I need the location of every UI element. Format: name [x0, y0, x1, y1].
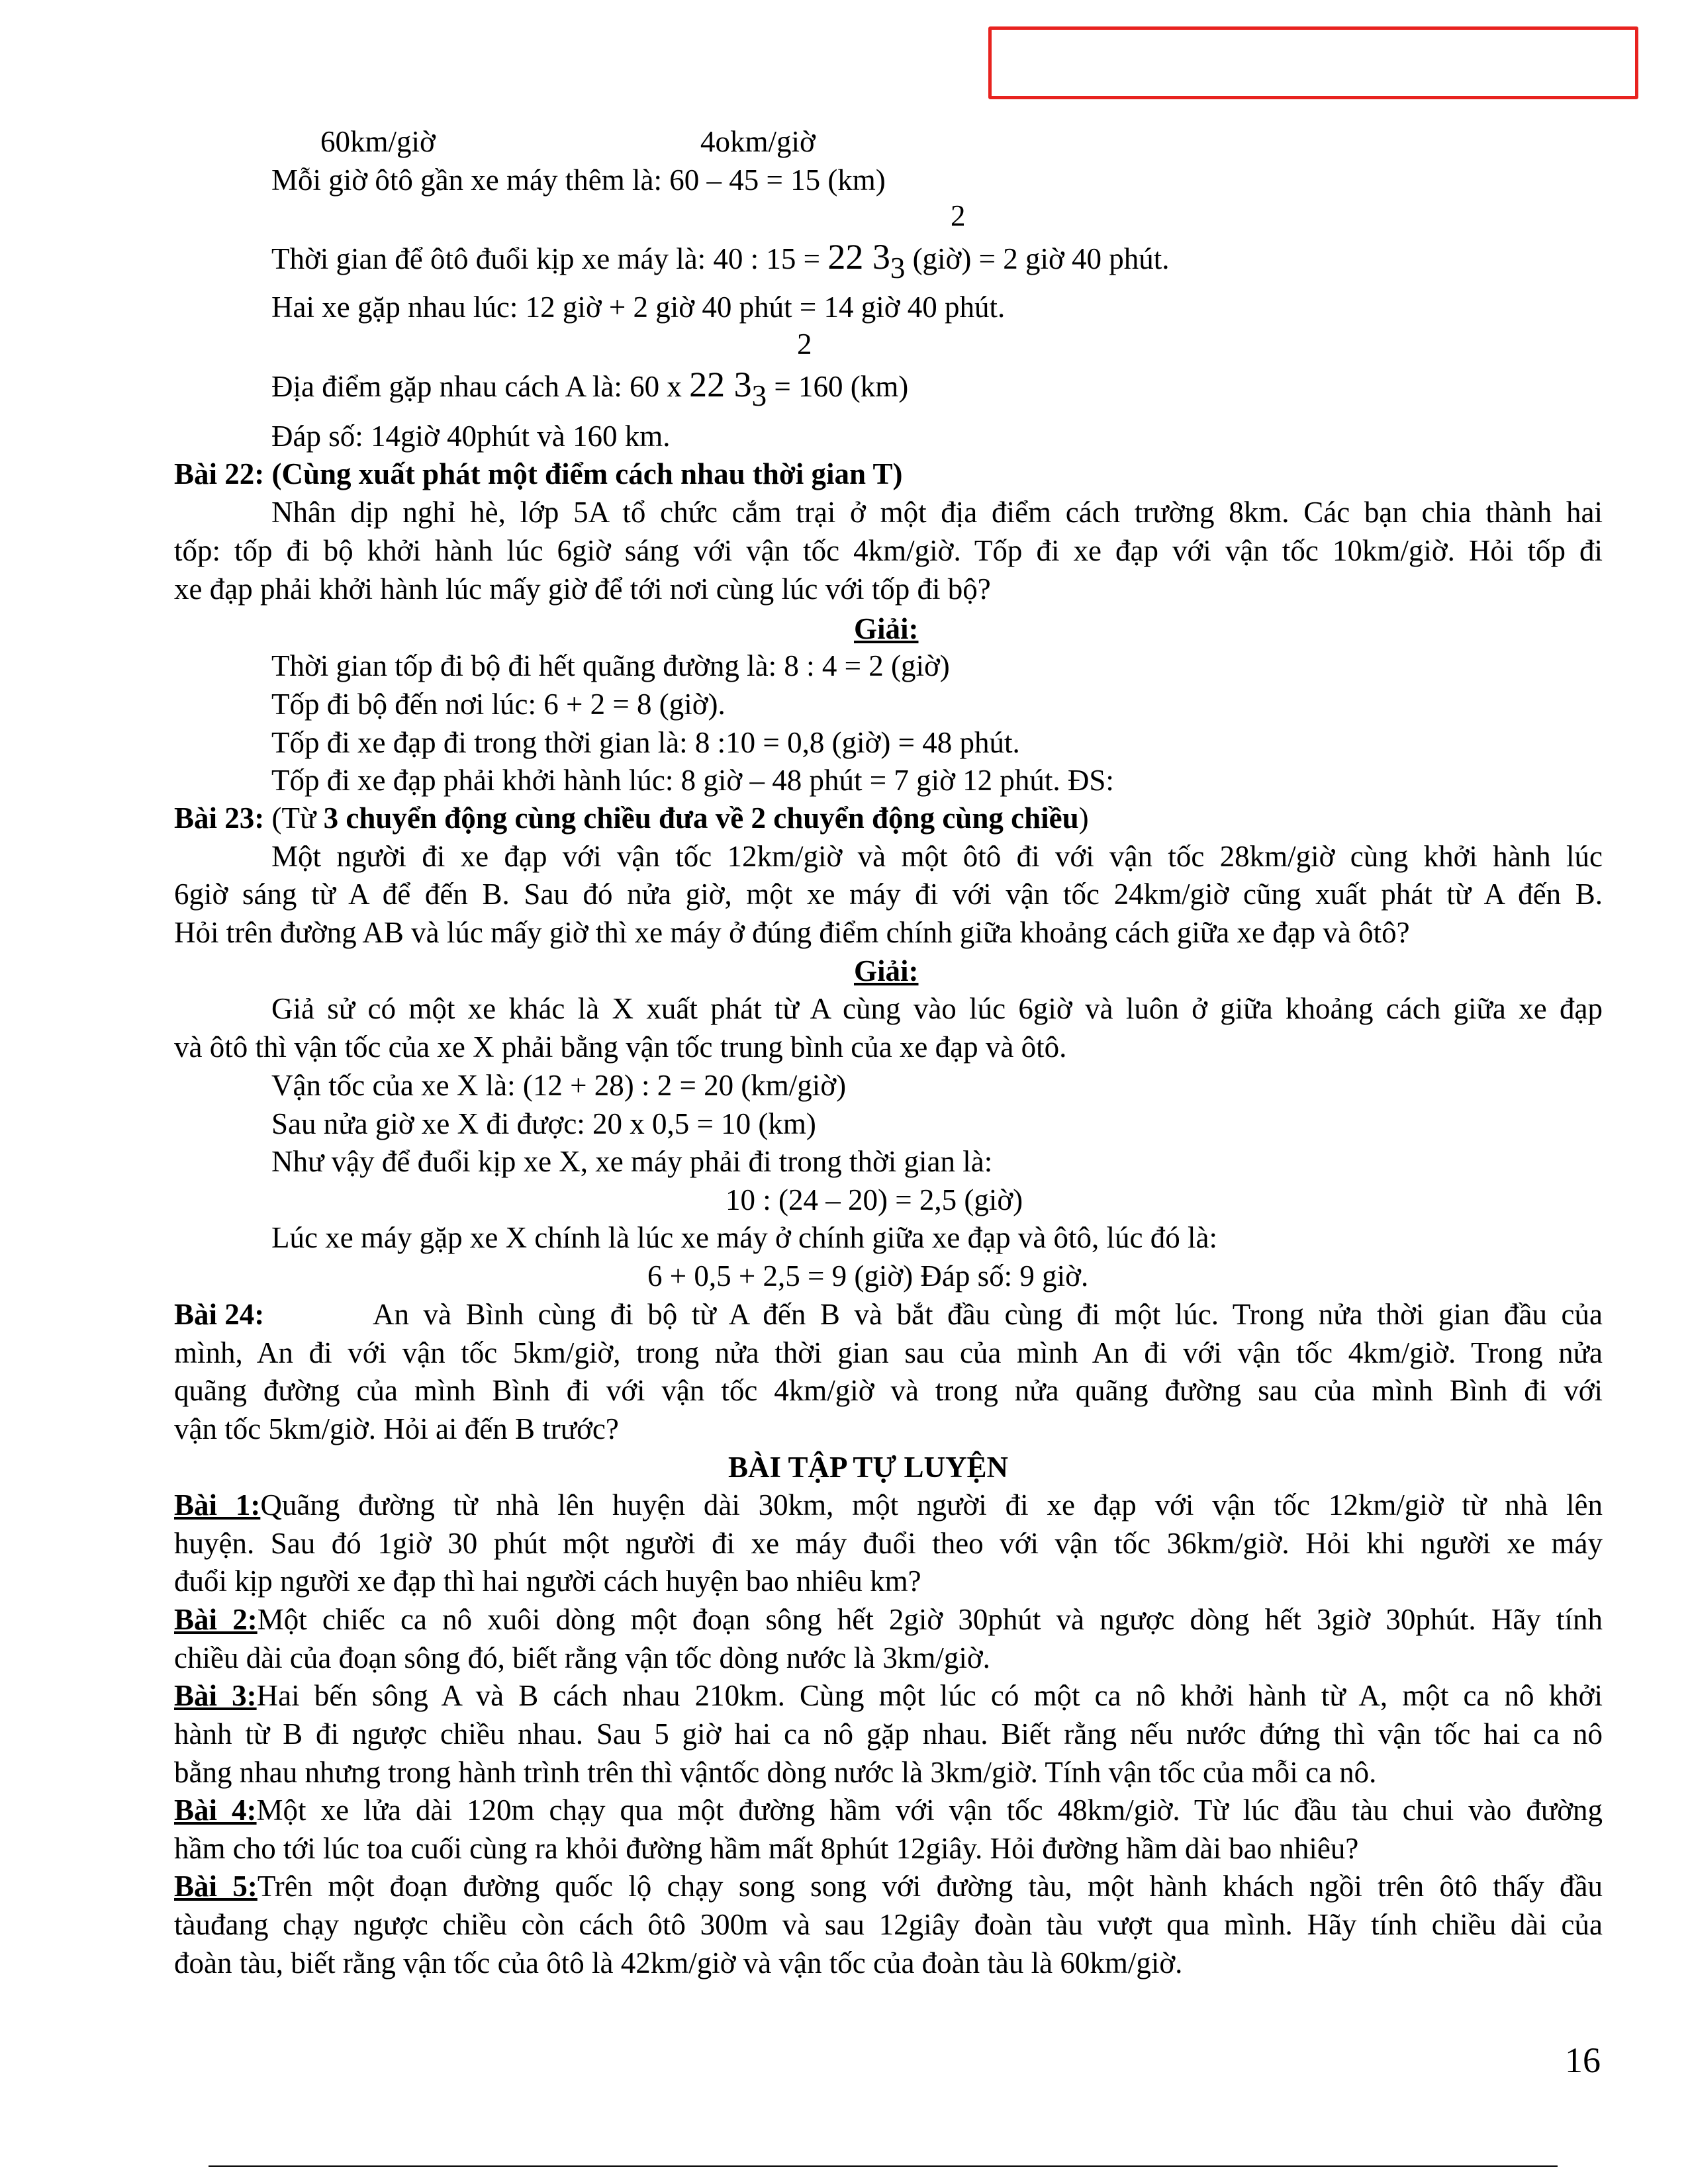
solution-line: Sau nửa giờ xe X đi được: 20 x 0,5 = 10 (km) — [271, 1107, 816, 1140]
paragraph-line: mình, An đi với vận tốc 5km/giờ, trong nửa thời gian sau của mình An đi với vận tốc 4km/giờ. Trong nửa — [174, 1336, 1603, 1369]
paragraph-line: An và Bình cùng đi bộ từ A đến B và bắt đầu cùng đi một lúc. Trong nửa thời gian đầu của — [373, 1298, 1603, 1331]
exercise-label: Bài 24: — [174, 1298, 265, 1331]
solution-line: Thời gian tốp đi bộ đi hết quãng đường là: 8 : 4 = 2 (giờ) — [271, 649, 950, 682]
text-line — [271, 365, 909, 412]
text-line — [271, 237, 1170, 285]
solution-line: và ôtô thì vận tốc của xe X phải bằng vận tốc trung bình của xe đạp và ôtô. — [174, 1030, 1067, 1064]
mixed-number: 22 3 — [827, 237, 890, 277]
exercise-line — [174, 1792, 1603, 1829]
section-title: BÀI TẬP TỰ LUYỆN — [728, 1451, 1009, 1484]
exercise-text: Trên một đoạn đường quốc lộ chạy song song với đường tàu, một hành khách ngồi trên ôtô thấy đầu — [257, 1870, 1603, 1903]
solution-line: 6 + 0,5 + 2,5 = 9 (giờ) Đáp số: 9 giờ. — [647, 1259, 1089, 1293]
paragraph-line: Hỏi trên đường AB và lúc mấy giờ thì xe máy ở đúng điểm chính giữa khoảng cách giữa xe đạp và ôtô? — [174, 916, 1410, 949]
exercise-text: Một xe lửa dài 120m chạy qua một đường hầm với vận tốc 48km/giờ. Từ lúc đầu tàu chui vào đường — [256, 1794, 1603, 1827]
speed-label-1: 60km/giờ — [320, 125, 436, 158]
fraction-numerator: 2 — [951, 199, 966, 232]
exercise-line: đoàn tàu, biết rằng vận tốc của ôtô là 42km/giờ và vận tốc của đoàn tàu là 60km/giờ. — [174, 1946, 1183, 1979]
title-segment: ) — [1078, 801, 1089, 835]
exercise-label: Bài 1: — [174, 1488, 261, 1522]
text-segment: (giờ) = 2 giờ 40 phút. — [912, 242, 1170, 275]
fraction-numerator: 2 — [797, 328, 812, 361]
text-line: Mỗi giờ ôtô gần xe máy thêm là: 60 – 45 = 15 (km) — [271, 163, 886, 197]
exercise-line — [174, 1601, 1603, 1638]
exercise-line: chiều dài của đoạn sông đó, biết rằng vận tốc dòng nước là 3km/giờ. — [174, 1641, 990, 1674]
solution-heading: Giải: — [854, 612, 919, 645]
footer-divider — [209, 2165, 1558, 2167]
page-number: 16 — [1565, 2040, 1601, 2080]
text-line: Hai xe gặp nhau lúc: 12 giờ + 2 giờ 40 phút = 14 giờ 40 phút. — [271, 291, 1006, 324]
solution-line: Tốp đi xe đạp đi trong thời gian là: 8 :10 = 0,8 (giờ) = 48 phút. — [271, 726, 1020, 759]
text-segment: = 160 (km) — [774, 370, 909, 403]
exercise-text: Quãng đường từ nhà lên huyện dài 30km, một người đi xe đạp với vận tốc 12km/giờ từ nhà lên — [260, 1488, 1603, 1522]
exercise-title — [174, 799, 1089, 837]
solution-line: Vận tốc của xe X là: (12 + 28) : 2 = 20 (km/giờ) — [271, 1069, 847, 1102]
solution-line: 10 : (24 – 20) = 2,5 (giờ) — [726, 1183, 1023, 1216]
exercise-line: huyện. Sau đó 1giờ 30 phút một người đi xe máy đuổi theo với vận tốc 36km/giờ. Hỏi khi người xe máy — [174, 1527, 1603, 1560]
solution-line: Tốp đi bộ đến nơi lúc: 6 + 2 = 8 (giờ). — [271, 688, 726, 721]
solution-line: Như vậy để đuổi kịp xe X, xe máy phải đi trong thời gian là: — [271, 1145, 993, 1178]
solution-line: Tốp đi xe đạp phải khởi hành lúc: 8 giờ – 48 phút = 7 giờ 12 phút. ĐS: — [271, 764, 1114, 797]
mixed-number: 22 3 — [689, 365, 752, 404]
exercise-title: Bài 22: (Cùng xuất phát một điểm cách nhau thời gian T) — [174, 457, 903, 490]
exercise-label: Bài 3: — [174, 1679, 257, 1712]
paragraph-line: quãng đường của mình Bình đi với vận tốc 4km/giờ và trong nửa quãng đường sau của mình Bình đi với — [174, 1374, 1603, 1407]
annotation-box — [988, 26, 1638, 99]
title-segment: (Từ — [264, 801, 324, 835]
paragraph-line: xe đạp phải khởi hành lúc mấy giờ để tới nơi cùng lúc với tốp đi bộ? — [174, 572, 991, 606]
title-label: Bài 23: — [174, 801, 265, 835]
exercise-label: Bài 4: — [174, 1794, 257, 1827]
exercise-text: Một chiếc ca nô xuôi dòng một đoạn sông hết 2giờ 30phút và ngược dòng hết 3giờ 30phút. Hãy tính — [257, 1603, 1603, 1636]
exercise-line: đuổi kịp người xe đạp thì hai người cách huyện bao nhiêu km? — [174, 1565, 921, 1598]
speed-label-2: 4okm/giờ — [700, 125, 816, 158]
exercise-line — [174, 1486, 1603, 1524]
fraction-denominator: 3 — [751, 379, 767, 412]
exercise-label: Bài 2: — [174, 1603, 258, 1636]
paragraph-line: tốp: tốp đi bộ khởi hành lúc 6giờ sáng với vận tốc 4km/giờ. Tốp đi xe đạp với vận tốc 10km/giờ. Hỏi tốp đi — [174, 534, 1603, 567]
text-segment: Địa điểm gặp nhau cách A là: 60 x — [271, 370, 682, 403]
solution-line: Giả sử có một xe khác là X xuất phát từ A cùng vào lúc 6giờ và luôn ở giữa khoảng cách giữa xe đạp — [271, 992, 1603, 1025]
exercise-label: Bài 5: — [174, 1870, 258, 1903]
exercise-line: hầm cho tới lúc toa cuối cùng ra khỏi đường hầm mất 8phút 12giây. Hỏi đường hầm dài bao nhiêu? — [174, 1832, 1359, 1865]
paragraph-line: Một người đi xe đạp với vận tốc 12km/giờ và một ôtô đi với vận tốc 28km/giờ cùng khởi hành lúc — [271, 840, 1603, 873]
paragraph-line: 6giờ sáng từ A để đến B. Sau đó nửa giờ, một xe máy đi với vận tốc 24km/giờ cũng xuất phát từ A đến B. — [174, 878, 1603, 911]
exercise-line — [174, 1868, 1603, 1905]
title-segment: 3 chuyển động cùng chiều đưa về 2 chuyển động cùng chiều — [323, 801, 1079, 835]
paragraph-line: Nhân dịp nghỉ hè, lớp 5A tổ chức cắm trại ở một địa điểm cách trường 8km. Các bạn chia thành hai — [271, 496, 1603, 529]
exercise-text: Hai bến sông A và B cách nhau 210km. Cùng một lúc có một ca nô khởi hành từ A, một ca nô khởi — [256, 1679, 1603, 1712]
exercise-line — [174, 1677, 1603, 1714]
text-line: Đáp số: 14giờ 40phút và 160 km. — [271, 420, 671, 453]
exercise-line: bằng nhau nhưng trong hành trình trên thì vậntốc dòng nước là 3km/giờ. Tính vận tốc của mỗi ca nô. — [174, 1756, 1377, 1789]
solution-heading: Giải: — [854, 954, 919, 987]
text-segment: Thời gian để ôtô đuổi kịp xe máy là: 40 : 15 = — [271, 242, 821, 275]
fraction-denominator: 3 — [890, 251, 906, 285]
exercise-line: tàuđang chạy ngược chiều còn cách ôtô 300m và sau 12giây đoàn tàu vượt qua mình. Hãy tính chiều dài của — [174, 1908, 1603, 1941]
exercise-line: hành từ B đi ngược chiều nhau. Sau 5 giờ hai ca nô gặp nhau. Biết rằng nếu nước đứng thì vận tốc hai ca nô — [174, 1717, 1603, 1751]
solution-line: Lúc xe máy gặp xe X chính là lúc xe máy ở chính giữa xe đạp và ôtô, lúc đó là: — [271, 1221, 1217, 1254]
paragraph-line: vận tốc 5km/giờ. Hỏi ai đến B trước? — [174, 1412, 619, 1445]
